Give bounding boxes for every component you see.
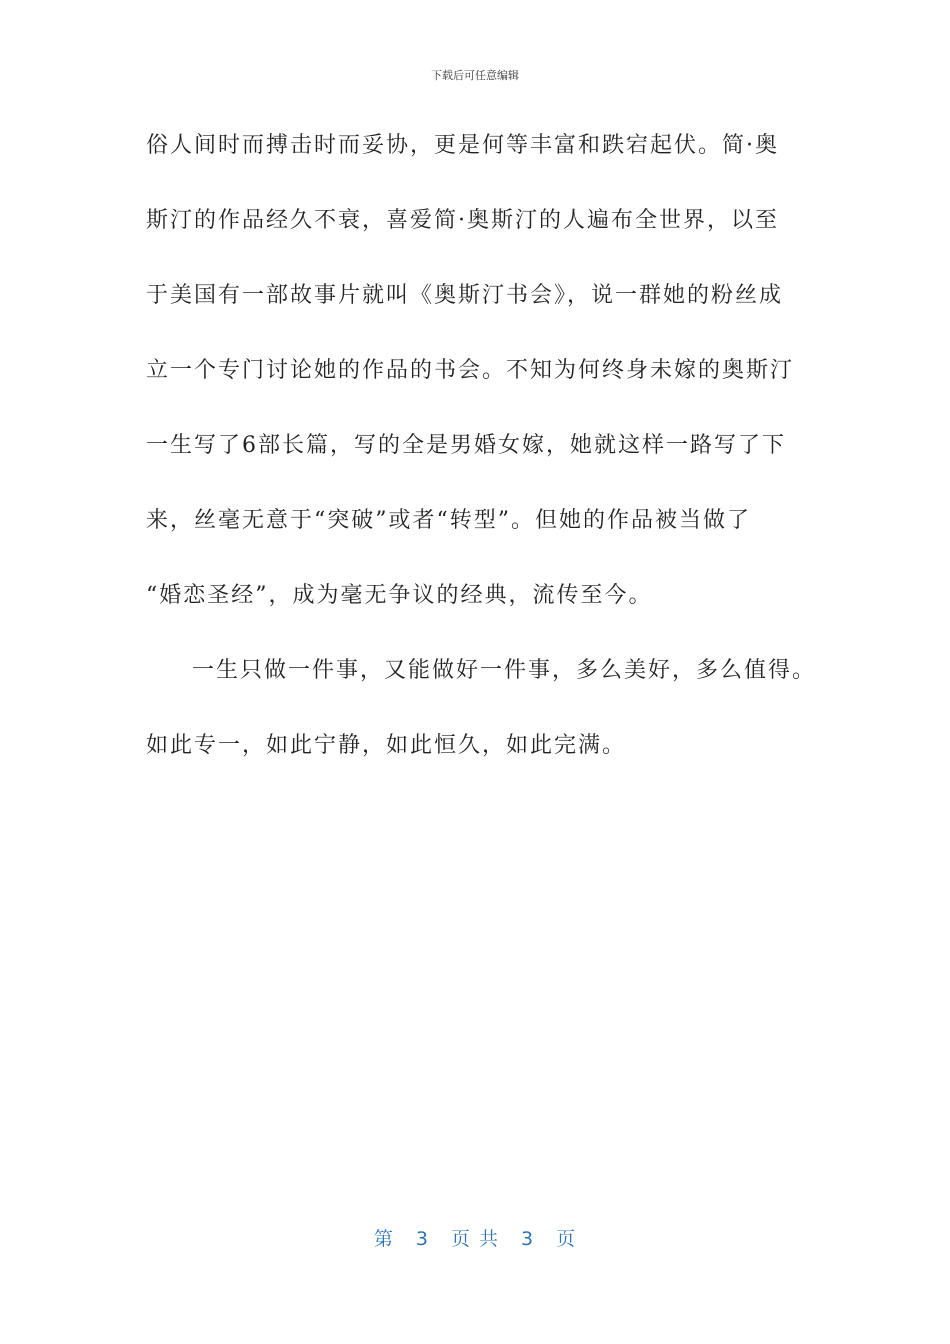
- total-prefix: 共: [479, 1228, 500, 1250]
- paragraph-line: 一生写了6部长篇，写的全是男婚女嫁，她就这样一路写了下: [146, 433, 786, 458]
- paragraph-line: 立一个专门讨论她的作品的书会。不知为何终身未嫁的奥斯汀: [146, 358, 795, 383]
- page-word: 页: [450, 1228, 471, 1250]
- paragraph-line: 如此专一，如此宁静，如此恒久，如此完满。: [146, 733, 627, 758]
- paragraph-line: 俗人间时而搏击时而妥协，更是何等丰富和跌宕起伏。简·奥: [146, 133, 779, 158]
- page-suffix: 页: [556, 1228, 577, 1250]
- total-pages-number: 3: [521, 1228, 535, 1250]
- paragraph-line: “婚恋圣经”，成为毫无争议的经典，流传至今。: [146, 583, 653, 608]
- document-body: [146, 127, 826, 802]
- paragraph-line: 一生只做一件事，又能做好一件事，多么美好，多么值得。: [192, 658, 817, 683]
- paragraph-line: 斯汀的作品经久不衰，喜爱简·奥斯汀的人遍布全世界，以至: [146, 208, 779, 233]
- paragraph-line: 来，丝毫无意于“突破”或者“转型”。但她的作品被当做了: [146, 508, 751, 533]
- current-page-number: 3: [415, 1228, 429, 1250]
- page-prefix: 第: [373, 1228, 394, 1250]
- paragraph-line: 于美国有一部故事片就叫《奥斯汀书会》，说一群她的粉丝成: [146, 283, 784, 308]
- page-footer: [0, 1224, 950, 1251]
- header-note: 下载后可任意编辑: [431, 69, 519, 82]
